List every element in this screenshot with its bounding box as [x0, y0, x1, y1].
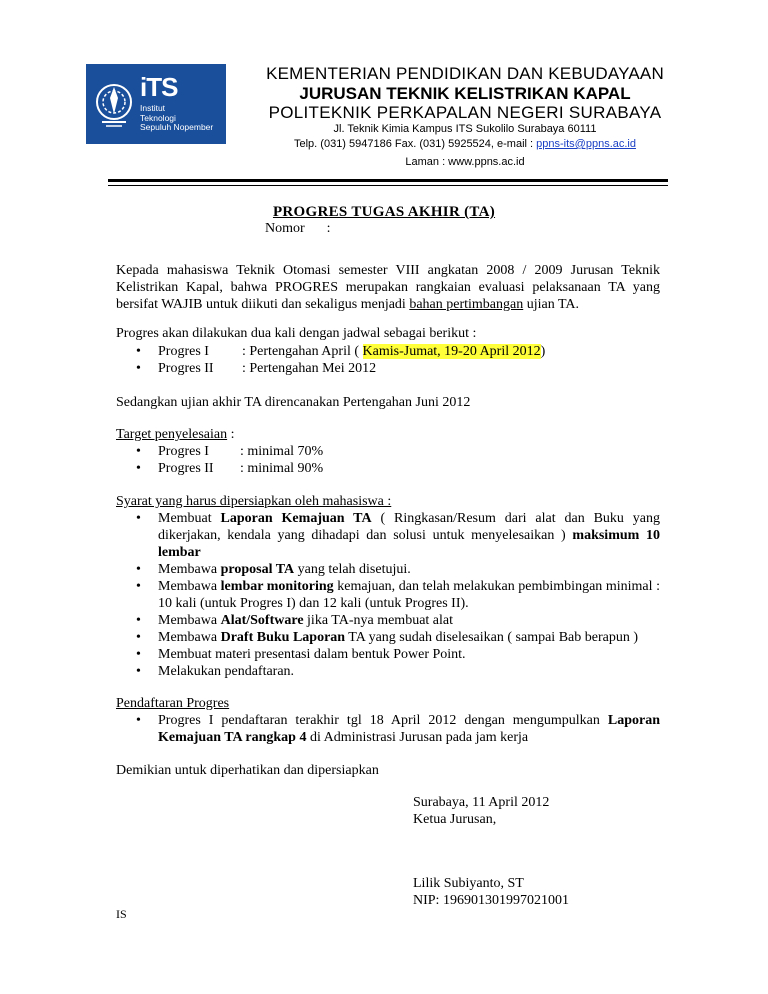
- header-rule-thin: [108, 185, 668, 186]
- requirement-bold: maksimum 10 lembar: [158, 528, 660, 560]
- final-exam-text: Sedangkan ujian akhir TA direncanakan Pertengahan Juni 2012: [116, 395, 471, 410]
- registration-heading: [116, 695, 660, 712]
- schedule-value: : Pertengahan Mei 2012: [242, 361, 377, 376]
- requirement-item: [116, 612, 660, 629]
- logo-subtitle-line: Teknologi: [140, 112, 176, 123]
- footer-initials: IS: [116, 907, 127, 921]
- nomor-colon: :: [326, 221, 331, 236]
- nomor-label: Nomor: [265, 221, 305, 236]
- schedule-value: : Pertengahan April (: [242, 344, 363, 359]
- requirement-text: Melakukan pendaftaran.: [158, 664, 295, 679]
- requirement-text: Membuat: [158, 511, 221, 526]
- schedule-label: Progres I: [158, 344, 209, 359]
- logo-subtitle: [140, 104, 213, 133]
- its-emblem-icon: [92, 78, 136, 130]
- registration-list: [116, 712, 660, 746]
- target-list: [116, 443, 660, 477]
- header-ministry: KEMENTERIAN PENDIDIKAN DAN KEBUDAYAAN: [266, 64, 664, 83]
- target-heading-suffix: :: [227, 427, 235, 442]
- requirement-text: ( Ringkasan/Resum dari alat dan Buku yang dikerjakan, kendala yang dihadapi dan solusi untuk menyelesaikan ): [158, 511, 661, 543]
- signature-place-date: Surabaya, 11 April 2012: [413, 795, 550, 810]
- requirement-text: Membawa: [158, 562, 221, 577]
- header-contact: [240, 138, 690, 150]
- requirement-text: Membawa: [158, 579, 221, 594]
- requirement-item: [116, 561, 660, 578]
- contact-text: Telp. (031) 5947186 Fax. (031) 5925524, e-mail :: [294, 138, 537, 150]
- requirement-bold: Laporan Kemajuan TA: [220, 511, 372, 526]
- requirements-heading: [116, 493, 660, 510]
- schedule-end: ): [540, 344, 546, 359]
- closing-text: Demikian untuk diperhatikan dan dipersiapkan: [116, 763, 379, 778]
- requirement-item: [116, 510, 660, 561]
- requirement-text: TA yang sudah diselesaikan ( sampai Bab berapun ): [345, 630, 638, 645]
- document-title: PROGRES TUGAS AKHIR (TA): [272, 204, 496, 220]
- target-label: Progres I: [158, 444, 209, 459]
- registration-item: [116, 712, 660, 746]
- schedule-item: [116, 360, 660, 377]
- requirement-text: Membawa: [158, 613, 221, 628]
- intro-paragraph: [116, 262, 660, 313]
- its-logo: [86, 64, 226, 144]
- requirement-bold: lembar monitoring: [220, 579, 334, 594]
- requirement-item: [116, 629, 660, 646]
- schedule-highlight: Kamis-Jumat, 19-20 April 2012: [362, 344, 541, 359]
- target-item: [116, 443, 660, 460]
- requirement-bold: Alat/Software: [220, 613, 304, 628]
- header-rule-thick: [108, 179, 668, 182]
- target-item: [116, 460, 660, 477]
- schedule-label: Progres II: [158, 361, 214, 376]
- header-department: JURUSAN TEKNIK KELISTRIKAN KAPAL: [299, 84, 631, 103]
- schedule-list: [116, 343, 660, 377]
- signature-name: Lilik Subiyanto, ST: [413, 876, 524, 891]
- logo-its-text: iTS: [140, 72, 178, 102]
- intro-text: Kepada mahasiswa Teknik Otomasi semester VIII angkatan 2008 / 2009 Jurusan Teknik Kelistrikan Kapal, bahwa PROGRES merupakan rangkaian evaluasi pelaksanaan TA yang bersifat WAJIB untuk diikuti dan sekaligus menjadi: [116, 263, 660, 312]
- signature-position: Ketua Jurusan,: [413, 812, 497, 827]
- requirement-text: Membuat materi presentasi dalam bentuk Power Point.: [158, 647, 466, 662]
- registration-text: Progres I pendaftaran terakhir tgl 18 April 2012 dengan mengumpulkan: [158, 713, 608, 728]
- header-institution: POLITEKNIK PERKAPALAN NEGERI SURABAYA: [268, 103, 662, 122]
- requirement-item: [116, 578, 660, 612]
- schedule-heading: Progres akan dilakukan dua kali dengan jadwal sebagai berikut :: [116, 326, 477, 341]
- requirement-bold: Draft Buku Laporan: [220, 630, 346, 645]
- registration-heading-text: Pendaftaran Progres: [116, 696, 230, 711]
- logo-subtitle-line: Sepuluh Nopember: [140, 122, 214, 132]
- signature-nip: NIP: 196901301997021001: [413, 893, 569, 908]
- intro-end-text: ujian TA.: [523, 297, 579, 312]
- requirements-heading-text: Syarat yang harus dipersiapkan oleh mahasiswa :: [116, 494, 392, 509]
- registration-text: di Administrasi Jurusan pada jam kerja: [306, 730, 529, 745]
- target-heading: [116, 426, 660, 443]
- requirement-text: kemajuan, dan telah melakukan pembimbingan minimal : 10 kali (untuk Progres I) dan 12 kali (untuk Progres II).: [158, 579, 660, 611]
- target-value: : minimal 70%: [240, 444, 324, 459]
- requirement-text: yang telah disetujui.: [294, 562, 411, 577]
- requirements-list: [116, 510, 660, 680]
- requirement-item: [116, 663, 660, 680]
- document-number: [265, 221, 331, 237]
- logo-subtitle-line: Institut: [140, 103, 166, 113]
- header-website: Laman : www.ppns.ac.id: [405, 156, 525, 168]
- target-label: Progres II: [158, 461, 214, 476]
- requirement-item: [116, 646, 660, 663]
- email-link[interactable]: ppns-its@ppns.ac.id: [536, 138, 636, 150]
- requirement-bold: proposal TA: [220, 562, 295, 577]
- target-value: : minimal 90%: [240, 461, 324, 476]
- header-address: Jl. Teknik Kimia Kampus ITS Sukolilo Surabaya 60111: [333, 123, 597, 135]
- schedule-item: [116, 343, 660, 360]
- requirement-text: jika TA-nya membuat alat: [303, 613, 454, 628]
- target-heading-text: Target penyelesaian: [116, 427, 228, 442]
- requirement-text: Membawa: [158, 630, 221, 645]
- registration-bold: Laporan Kemajuan TA rangkap 4: [158, 713, 660, 745]
- intro-underline-text: bahan pertimbangan: [409, 297, 524, 312]
